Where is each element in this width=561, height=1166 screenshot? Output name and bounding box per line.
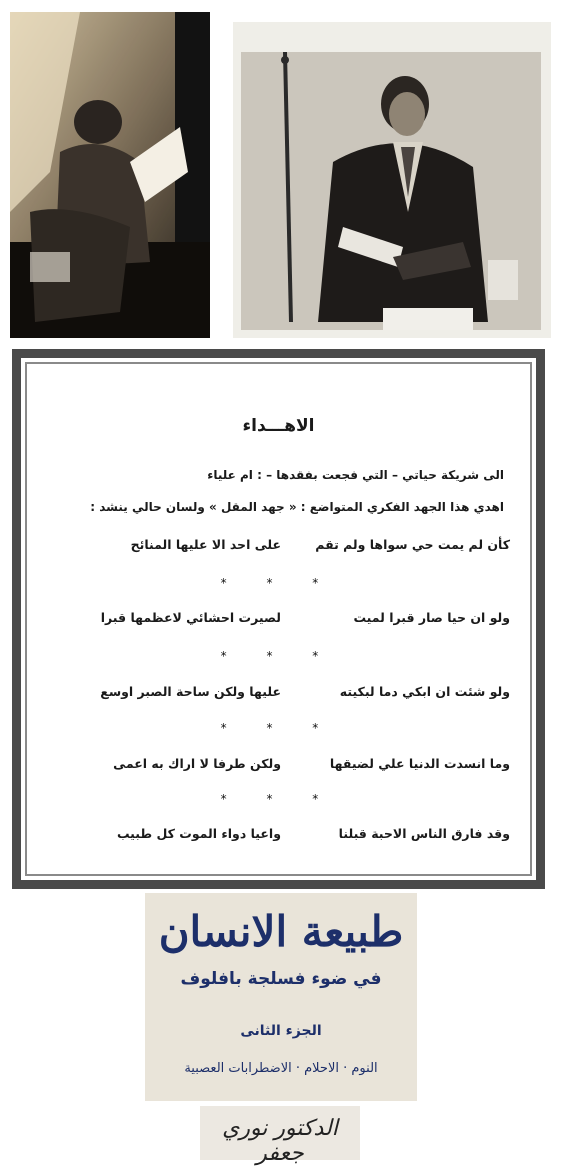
cover-title: طبيعة الانسان [158,907,404,956]
stars-separator-1: * * * [220,576,337,590]
cover-topics: النوم · الاحلام · الاضطرابات العصبية [184,1061,378,1076]
verse-2 [43,610,510,632]
verse-1-second-hemistich: على احد الا عليها المنائح [130,537,281,552]
verse-4-second-hemistich: ولكن طرفا لا اراك به اعمى [113,756,281,771]
cover-subtitle: في ضوء فسلجة بافلوف [180,969,382,989]
dedication-line-1: الى شريكة حياتي – التي فجعت بفقدها – : ام علياء [207,468,504,482]
verse-1-first-hemistich: كأن لم يمت حي سواها ولم تقم [315,537,510,552]
dedication-card [12,349,545,889]
verse-2-first-hemistich: ولو ان حيا صار قبرا لميت [353,610,510,625]
dedication-inner-frame [25,362,532,876]
author-signature [200,1106,360,1166]
stars-separator-3: * * * [220,721,337,735]
author-signature-text: الدكتور نوري جعفر [222,1116,338,1166]
man-reading-photo [233,22,551,338]
verse-5 [43,826,510,848]
dedication-line-2: اهدي هذا الجهد الفكري المتواضع : « جهد المقل » ولسان حالي ينشد : [90,500,504,514]
verse-2-second-hemistich: لصيرت احشائي لاعظمها قبرا [100,610,281,625]
verse-3-first-hemistich: ولو شئت ان ابكي دما لبكيته [339,684,510,699]
cover-part: الجزء الثانى [240,1023,322,1039]
woman-reading-photo [10,12,210,338]
verse-5-first-hemistich: وقد فارق الناس الاحبة قبلنا [338,826,510,841]
verse-3-second-hemistich: عليها ولكن ساحة الصبر اوسع [100,684,281,699]
dedication-title: الاهـــداء [242,416,315,436]
verse-5-second-hemistich: واعيا دواء الموت كل طبيب [116,826,281,841]
verse-3 [43,684,510,706]
verse-1 [43,537,510,559]
verse-4 [43,756,510,778]
verse-4-first-hemistich: وما انسدت الدنيا علي لضيقها [329,756,510,771]
stars-separator-4: * * * [220,792,337,806]
book-cover [145,893,417,1101]
stars-separator-2: * * * [220,649,337,663]
